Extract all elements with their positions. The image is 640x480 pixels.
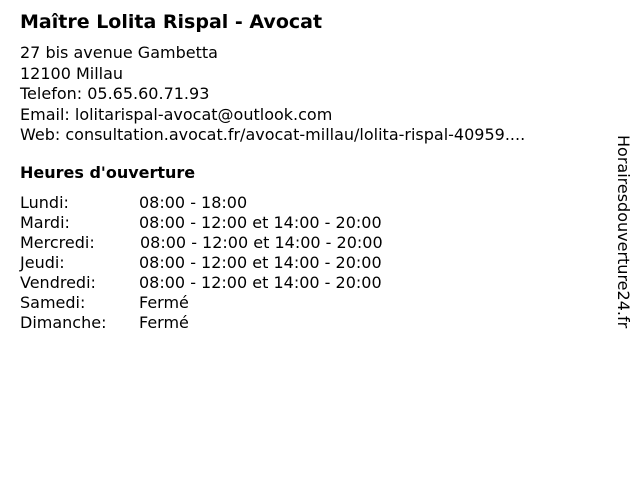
- day-hours: 08:00 - 12:00 et 14:00 - 20:00: [140, 233, 383, 252]
- day-hours: Fermé: [139, 313, 189, 332]
- email-line: Email: lolitarispal-avocat@outlook.com: [20, 104, 333, 124]
- address-city: 12100 Millau: [20, 63, 124, 83]
- site-watermark: [612, 135, 632, 375]
- day-label: Vendredi:: [20, 273, 96, 292]
- day-label: Lundi:: [20, 193, 69, 212]
- day-hours: 08:00 - 18:00: [139, 193, 248, 212]
- day-label: Samedi:: [20, 293, 86, 312]
- business-title: Maître Lolita Rispal - Avocat: [20, 11, 323, 33]
- day-hours: Fermé: [139, 293, 189, 312]
- phone-line: Telefon: 05.65.60.71.93: [20, 84, 210, 103]
- day-label: Mercredi:: [20, 233, 95, 252]
- address-street: 27 bis avenue Gambetta: [20, 43, 218, 62]
- contact-info: [20, 43, 525, 146]
- day-hours: 08:00 - 12:00 et 14:00 - 20:00: [139, 213, 382, 232]
- opening-hours-heading: Heures d'ouverture: [20, 163, 196, 182]
- day-hours: 08:00 - 12:00 et 14:00 - 20:00: [139, 273, 382, 292]
- watermark-text: Horairesdouverture24.fr: [614, 135, 633, 329]
- day-label: Dimanche:: [20, 313, 107, 332]
- day-label: Jeudi:: [20, 253, 65, 272]
- day-label: Mardi:: [20, 213, 70, 232]
- day-hours: 08:00 - 12:00 et 14:00 - 20:00: [139, 253, 382, 272]
- website-line: Web: consultation.avocat.fr/avocat-millau/lolita-rispal-40959....: [20, 125, 526, 144]
